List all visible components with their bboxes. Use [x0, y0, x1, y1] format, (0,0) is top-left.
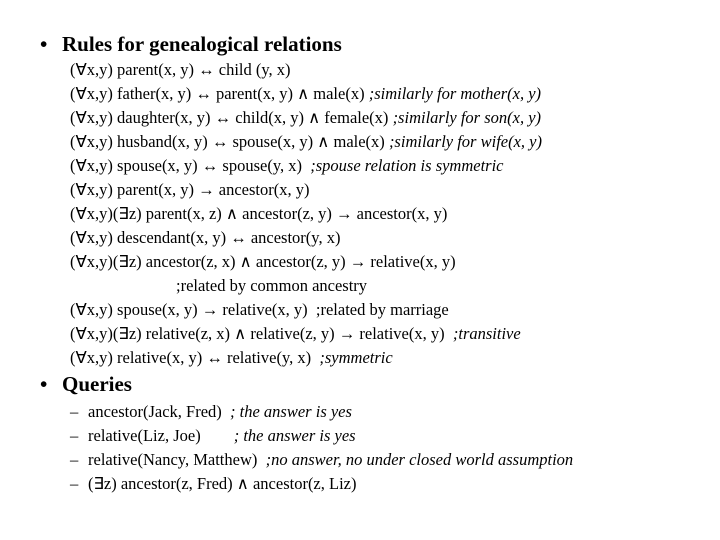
- rule-line: (∀x,y) parent(x, y) ↔ child (y, x): [70, 60, 291, 79]
- rule-line: (∀x,y) husband(x, y) ↔ spouse(x, y) ∧ male(x) ;similarly for wife(x, y): [70, 132, 542, 151]
- dash-icon: –: [70, 402, 79, 421]
- query-item: – relative(Liz, Joe) ; the answer is yes: [70, 426, 356, 445]
- section-title: Rules for genealogical relations: [62, 32, 342, 56]
- rule-line: (∀x,y) descendant(x, y) ↔ ancestor(y, x): [70, 228, 341, 247]
- dash-icon: –: [70, 426, 79, 445]
- rule-line: (∀x,y)(∃z) ancestor(z, x) ∧ ancestor(z, y) → relative(x, y): [70, 252, 456, 271]
- bullet-icon: •: [40, 372, 48, 396]
- query-item: – ancestor(Jack, Fred) ; the answer is yes: [70, 402, 352, 421]
- query-item: – relative(Nancy, Matthew) ;no answer, no under closed world assumption: [70, 450, 574, 469]
- bullet-icon: •: [40, 32, 48, 56]
- rule-line: (∀x,y) father(x, y) ↔ parent(x, y) ∧ male(x) ;similarly for mother(x, y): [70, 84, 542, 103]
- dash-icon: –: [70, 474, 79, 493]
- section-heading-queries: [40, 372, 132, 397]
- rule-line: (∀x,y) relative(x, y) ↔ relative(y, x) ;symmetric: [70, 348, 393, 367]
- rule-line: (∀x,y) spouse(x, y) → relative(x, y) ;related by marriage: [70, 300, 449, 319]
- section-title: Queries: [62, 372, 132, 396]
- rule-line-continuation: ;related by common ancestry: [176, 276, 368, 295]
- query-item: – (∃z) ancestor(z, Fred) ∧ ancestor(z, Liz): [70, 474, 357, 493]
- dash-icon: –: [70, 450, 79, 469]
- rule-line: (∀x,y) parent(x, y) → ancestor(x, y): [70, 180, 310, 199]
- rule-line: (∀x,y) daughter(x, y) ↔ child(x, y) ∧ female(x) ;similarly for son(x, y): [70, 108, 542, 127]
- rule-line: (∀x,y)(∃z) parent(x, z) ∧ ancestor(z, y) → ancestor(x, y): [70, 204, 448, 223]
- rule-line: (∀x,y)(∃z) relative(z, x) ∧ relative(z, y) → relative(x, y) ;transitive: [70, 324, 521, 343]
- section-heading-rules: [40, 32, 342, 57]
- rule-line: (∀x,y) spouse(x, y) ↔ spouse(y, x) ;spouse relation is symmetric: [70, 156, 504, 175]
